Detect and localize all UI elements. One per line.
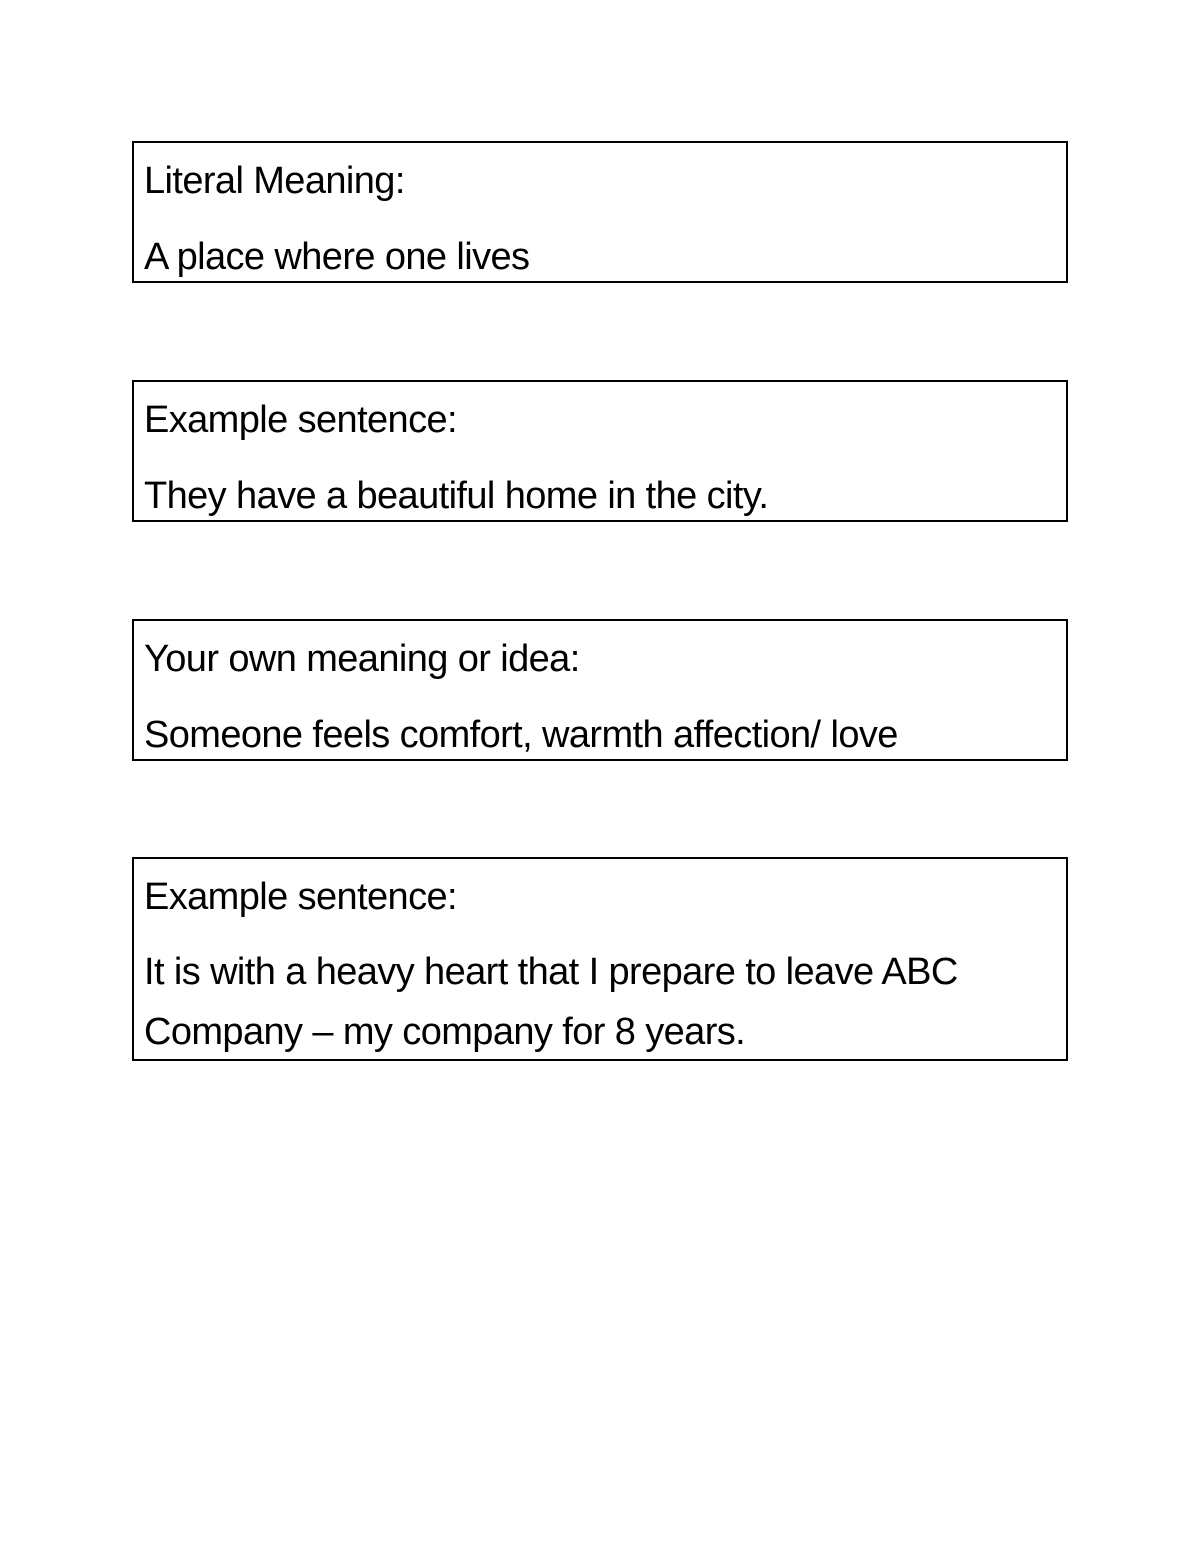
card-heading: Literal Meaning: (144, 160, 405, 202)
example-sentence-card-2 (132, 857, 1068, 1061)
example-sentence-card (132, 380, 1068, 522)
card-heading: Example sentence: (144, 399, 457, 441)
card-text: They have a beautiful home in the city. (144, 475, 769, 517)
card-heading: Example sentence: (144, 876, 457, 918)
card-text: It is with a heavy heart that I prepare to leave ABC Company – my company for 8 years. (144, 951, 958, 1053)
own-meaning-card (132, 619, 1068, 761)
literal-meaning-card (132, 141, 1068, 283)
card-heading: Your own meaning or idea: (144, 638, 580, 680)
card-text: A place where one lives (144, 236, 530, 278)
card-text: Someone feels comfort, warmth affection/ love (144, 714, 898, 756)
